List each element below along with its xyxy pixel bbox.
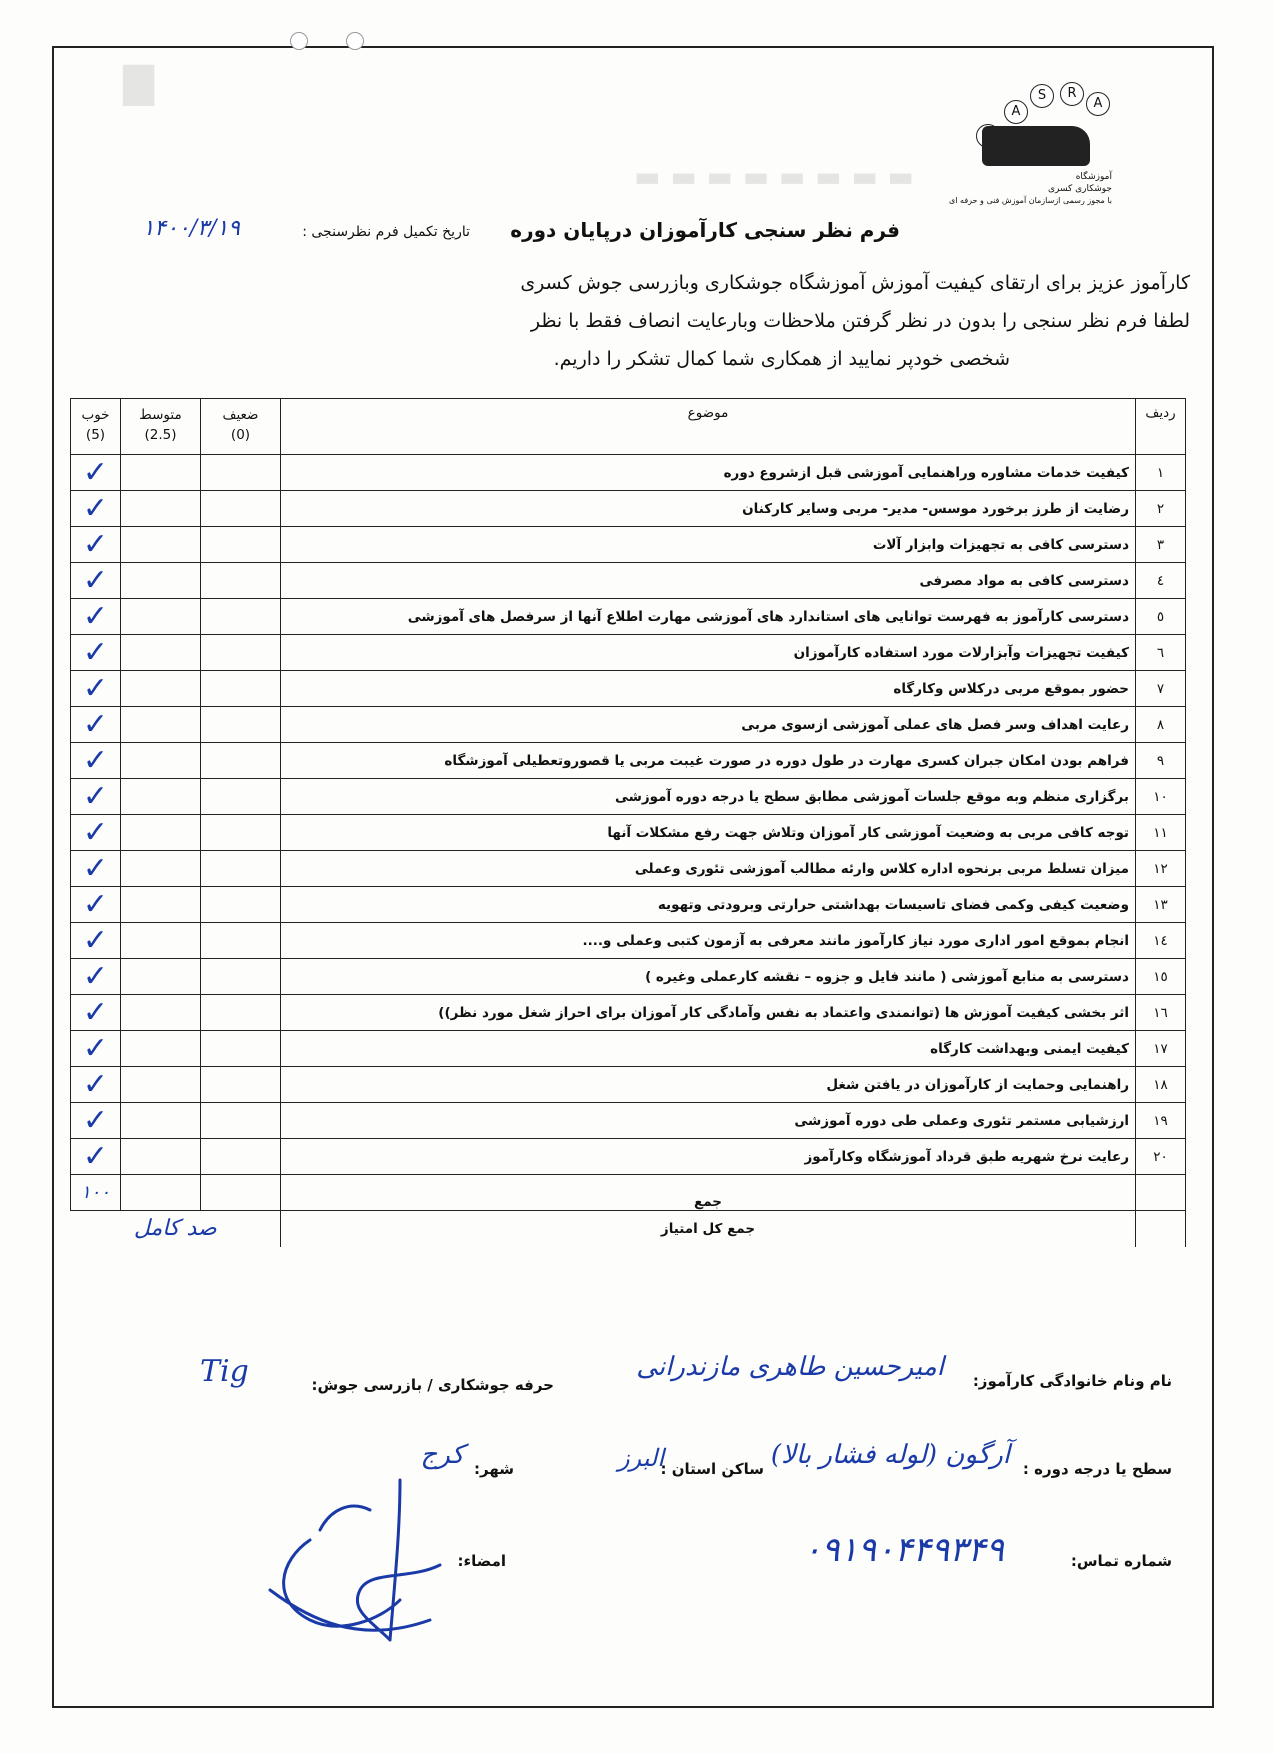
medium-cell[interactable] [121,635,201,671]
table-row [71,851,1186,887]
intro-text [70,264,1190,378]
weak-cell[interactable] [201,1139,281,1175]
row-topic: دسترسی کافی به تجهیزات وابزار آلات [281,527,1136,563]
medium-cell[interactable] [121,995,201,1031]
weak-cell[interactable] [201,527,281,563]
medium-cell[interactable] [121,1139,201,1175]
weak-cell[interactable] [201,923,281,959]
province-label: ساکن استان : [660,1460,764,1478]
weak-cell[interactable] [201,563,281,599]
header-weak [201,399,281,455]
good-cell[interactable] [71,779,121,815]
good-cell[interactable] [71,1031,121,1067]
header-good-label: خوب [81,407,110,423]
school-logo [949,80,1118,205]
phone-value: ۰۹۱۹۰۴۴۹۳۴۹ [803,1530,1004,1570]
total-num-cell [1136,1211,1186,1247]
weak-cell[interactable] [201,887,281,923]
header-topic: موضوع [281,399,1136,455]
row-topic: رعایت اهداف وسر فصل های عملی آموزشی ازسوی مربی [281,707,1136,743]
row-topic: کیفیت خدمات مشاوره وراهنمایی آموزشی قبل ازشروع دوره [281,455,1136,491]
check-mark-icon: ✓ [82,670,109,706]
form-title: فرم نظر سنجی کارآموزان درپایان دوره [510,218,900,242]
check-mark-icon: ✓ [82,1102,109,1138]
good-cell[interactable] [71,599,121,635]
punch-hole-left [290,32,308,50]
good-cell[interactable] [71,743,121,779]
sum-label: جمع [281,1175,1136,1211]
medium-cell[interactable] [121,959,201,995]
row-number: ۱۰ [1136,779,1186,815]
table-row [71,743,1186,779]
row-topic: کیفیت تجهیزات وآبزارلات مورد استفاده کارآموزان [281,635,1136,671]
weak-cell[interactable] [201,995,281,1031]
row-number: ٦ [1136,635,1186,671]
check-mark-icon: ✓ [82,1030,109,1066]
check-mark-icon: ✓ [82,1066,109,1102]
row-topic: کیفیت ایمنی وبهداشت کارگاه [281,1031,1136,1067]
province-value: البرز [617,1444,664,1472]
total-label: جمع کل امتیاز [281,1211,1136,1247]
table-row [71,1067,1186,1103]
bleed-through-text: ▬ ▬ ▬ ▬ ▬ ▬ ▬ ▬ [634,160,914,193]
total-value: صد کامل [133,1216,217,1242]
good-cell[interactable] [71,851,121,887]
name-label: نام ونام خانوادگی کارآموز: [972,1372,1172,1390]
table-row [71,599,1186,635]
table-row [71,1139,1186,1175]
name-value: امیرحسین طاهری مازندرانی [636,1352,944,1382]
row-number: ۲ [1136,491,1186,527]
medium-cell[interactable] [121,815,201,851]
check-mark-icon: ✓ [82,490,109,526]
table-row [71,1031,1186,1067]
bleed-through-mark: ▇ [123,60,154,106]
medium-cell[interactable] [121,455,201,491]
weak-cell[interactable] [201,671,281,707]
good-cell[interactable] [71,1067,121,1103]
table-row [71,923,1186,959]
table-row [71,887,1186,923]
check-mark-icon: ✓ [82,922,109,958]
check-mark-icon: ✓ [82,1138,109,1174]
punch-hole-right [346,32,364,50]
weak-cell[interactable] [201,1031,281,1067]
check-mark-icon: ✓ [82,598,109,634]
weak-cell[interactable] [201,1067,281,1103]
check-mark-icon: ✓ [82,454,109,490]
logo-letter-a2: A [1086,92,1110,116]
row-topic: حضور بموقع مربی درکلاس وکارگاه [281,671,1136,707]
header-medium-label: متوسط [139,407,182,423]
total-row [71,1211,1186,1247]
medium-cell[interactable] [121,1067,201,1103]
table-row [71,455,1186,491]
row-number: ۹ [1136,743,1186,779]
weak-cell[interactable] [201,1103,281,1139]
table-row [71,671,1186,707]
row-number: ٥ [1136,599,1186,635]
weak-cell[interactable] [201,779,281,815]
level-label: سطح یا درجه دوره : [1022,1460,1172,1478]
weak-cell[interactable] [201,707,281,743]
medium-cell[interactable] [121,1103,201,1139]
trade-label: حرفه جوشکاری / بازرسی جوش: [311,1376,554,1394]
row-topic: راهنمایی وحمایت از کارآموزان در یافتن شغل [281,1067,1136,1103]
row-topic: برگزاری منظم وبه موقع جلسات آموزشی مطابق سطح یا درجه دوره آموزشی [281,779,1136,815]
check-mark-icon: ✓ [82,742,109,778]
row-topic: رعایت نرخ شهریه طبق قرداد آموزشگاه وکارآموز [281,1139,1136,1175]
date-label: تاریخ تکمیل فرم نظرسنجی : [302,224,470,240]
header-good [71,399,121,455]
check-mark-icon: ✓ [82,526,109,562]
level-value: آرگون (لوله فشار بالا) [770,1440,1010,1470]
row-topic: دسترسی کافی به مواد مصرفی [281,563,1136,599]
city-value: کرج [420,1440,464,1470]
table-row [71,959,1186,995]
table-row [71,635,1186,671]
header-medium [121,399,201,455]
trade-value: Tig [200,1354,249,1389]
intro-line-1: کارآموز عزیز برای ارتقای کیفیت آموزش آموزشگاه جوشکاری وبازرسی جوش کسری [520,272,1190,294]
row-number: ۱۷ [1136,1031,1186,1067]
sum-weak-cell [201,1175,281,1211]
row-topic: میزان تسلط مربی برنحوه اداره کلاس وارئه مطالب آموزشی تئوری وعملی [281,851,1136,887]
header-weak-score: (0) [230,427,251,443]
row-number: ۱۸ [1136,1067,1186,1103]
good-cell[interactable] [71,707,121,743]
row-topic: دسترسی کارآموز به فهرست توانایی های استاندارد های آموزشی مهارت اطلاع آنها از سرفصل های آموزشی [281,599,1136,635]
table-row [71,815,1186,851]
medium-cell[interactable] [121,599,201,635]
row-number: ۱۱ [1136,815,1186,851]
good-cell[interactable] [71,563,121,599]
good-cell[interactable] [71,1103,121,1139]
sum-num-cell [1136,1175,1186,1211]
logo-line-1: آموزشگاه [1075,172,1112,182]
header-row-number: ردیف [1136,399,1186,455]
check-mark-icon: ✓ [82,958,109,994]
check-mark-icon: ✓ [82,886,109,922]
title-row [70,214,1190,254]
logo-line-2: جوشکاری کسری [1047,184,1112,194]
weak-cell[interactable] [201,743,281,779]
check-mark-icon: ✓ [82,706,109,742]
table-header-row [71,399,1186,455]
weak-cell[interactable] [201,959,281,995]
row-number: ۱٦ [1136,995,1186,1031]
good-cell[interactable] [71,995,121,1031]
row-topic: اثر بخشی کیفیت آموزش ها (توانمندی واعتماد به نفس وآمادگی کار آموزان برای احراز شغل مورد نظر)) [281,995,1136,1031]
good-cell[interactable] [71,671,121,707]
signature-label: امضاء: [457,1552,506,1570]
good-cell[interactable] [71,455,121,491]
check-mark-icon: ✓ [82,814,109,850]
good-cell[interactable] [71,923,121,959]
weak-cell[interactable] [201,635,281,671]
good-cell[interactable] [71,815,121,851]
row-topic: رضایت از طرز برخورد موسس- مدیر- مربی وسایر کارکنان [281,491,1136,527]
logo-mark-icon [982,126,1090,166]
row-number: ۱۳ [1136,887,1186,923]
good-cell[interactable] [71,959,121,995]
row-number: ۱٤ [1136,923,1186,959]
logo-letter-r: R [1060,82,1084,106]
row-topic: توجه کافی مربی به وضعیت آموزشی کار آموزان وتلاش جهت رفع مشکلات آنها [281,815,1136,851]
row-number: ۲۰ [1136,1139,1186,1175]
row-number: ۱۲ [1136,851,1186,887]
table-row [71,707,1186,743]
row-topic: وضعیت کیفی وکمی فضای تاسیسات بهداشتی حرارتی وبرودتی وتهویه [281,887,1136,923]
survey-table [70,398,1186,1247]
weak-cell[interactable] [201,455,281,491]
row-number: ۱ [1136,455,1186,491]
header-good-score: (5) [85,427,106,443]
table-row [71,491,1186,527]
check-mark-icon: ✓ [82,850,109,886]
row-number: ۱٥ [1136,959,1186,995]
medium-cell[interactable] [121,707,201,743]
row-topic: انجام بموقع امور اداری مورد نیاز کارآموز مانند معرفی به آزمون کتبی وعملی و.... [281,923,1136,959]
phone-label: شماره تماس: [1070,1552,1172,1570]
row-topic: فراهم بودن امکان جبران کسری مهارت در طول دوره در صورت غیبت مربی یا قصوروتعطیلی آموزشگاه [281,743,1136,779]
city-label: شهر: [474,1460,514,1478]
row-number: ۷ [1136,671,1186,707]
row-number: ۱۹ [1136,1103,1186,1139]
table-row [71,995,1186,1031]
check-mark-icon: ✓ [82,562,109,598]
medium-cell[interactable] [121,527,201,563]
table-row [71,563,1186,599]
logo-letter-a: A [1004,100,1028,124]
check-mark-icon: ✓ [82,634,109,670]
signature-image [250,1470,460,1660]
good-cell[interactable] [71,887,121,923]
intro-line-2: لطفا فرم نظر سنجی را بدون در نظر گرفتن ملاحظات وبارعایت انصاف فقط با نظر [530,310,1190,332]
row-number: ٤ [1136,563,1186,599]
header-weak-label: ضعیف [222,407,259,423]
good-cell[interactable] [71,635,121,671]
sum-row [71,1175,1186,1211]
check-mark-icon: ✓ [82,778,109,814]
row-number: ۳ [1136,527,1186,563]
weak-cell[interactable] [201,599,281,635]
weak-cell[interactable] [201,815,281,851]
survey-body [71,455,1186,1175]
weak-cell[interactable] [201,491,281,527]
medium-cell[interactable] [121,779,201,815]
intro-line-3: شخصی خودپر نمایید از همکاری شما کمال تشکر را داریم. [553,348,1010,370]
row-number: ۸ [1136,707,1186,743]
row-topic: ارزشیابی مستمر تئوری وعملی طی دوره آموزشی [281,1103,1136,1139]
date-value: ۱۴۰۰/۳/۱۹ [142,216,240,241]
medium-cell[interactable] [121,671,201,707]
sum-value: ۱۰۰ [71,1175,121,1211]
medium-cell[interactable] [121,923,201,959]
good-cell[interactable] [71,1139,121,1175]
table-row [71,527,1186,563]
table-row [71,779,1186,815]
header-medium-score: (2.5) [144,427,177,443]
logo-line-3: با مجوز رسمی ازسازمان آموزش فنی و حرفه ای [949,196,1112,205]
table-row [71,1103,1186,1139]
medium-cell[interactable] [121,743,201,779]
medium-cell[interactable] [121,851,201,887]
row-topic: دسترسی به منابع آموزشی ( مانند فایل و جزوه – نقشه کارعملی وغیره ) [281,959,1136,995]
good-cell[interactable] [71,527,121,563]
medium-cell[interactable] [121,1031,201,1067]
medium-cell[interactable] [121,887,201,923]
sum-medium-cell [121,1175,201,1211]
weak-cell[interactable] [201,851,281,887]
good-cell[interactable] [71,491,121,527]
medium-cell[interactable] [121,563,201,599]
medium-cell[interactable] [121,491,201,527]
check-mark-icon: ✓ [82,994,109,1030]
logo-letter-s: S [1030,84,1054,108]
